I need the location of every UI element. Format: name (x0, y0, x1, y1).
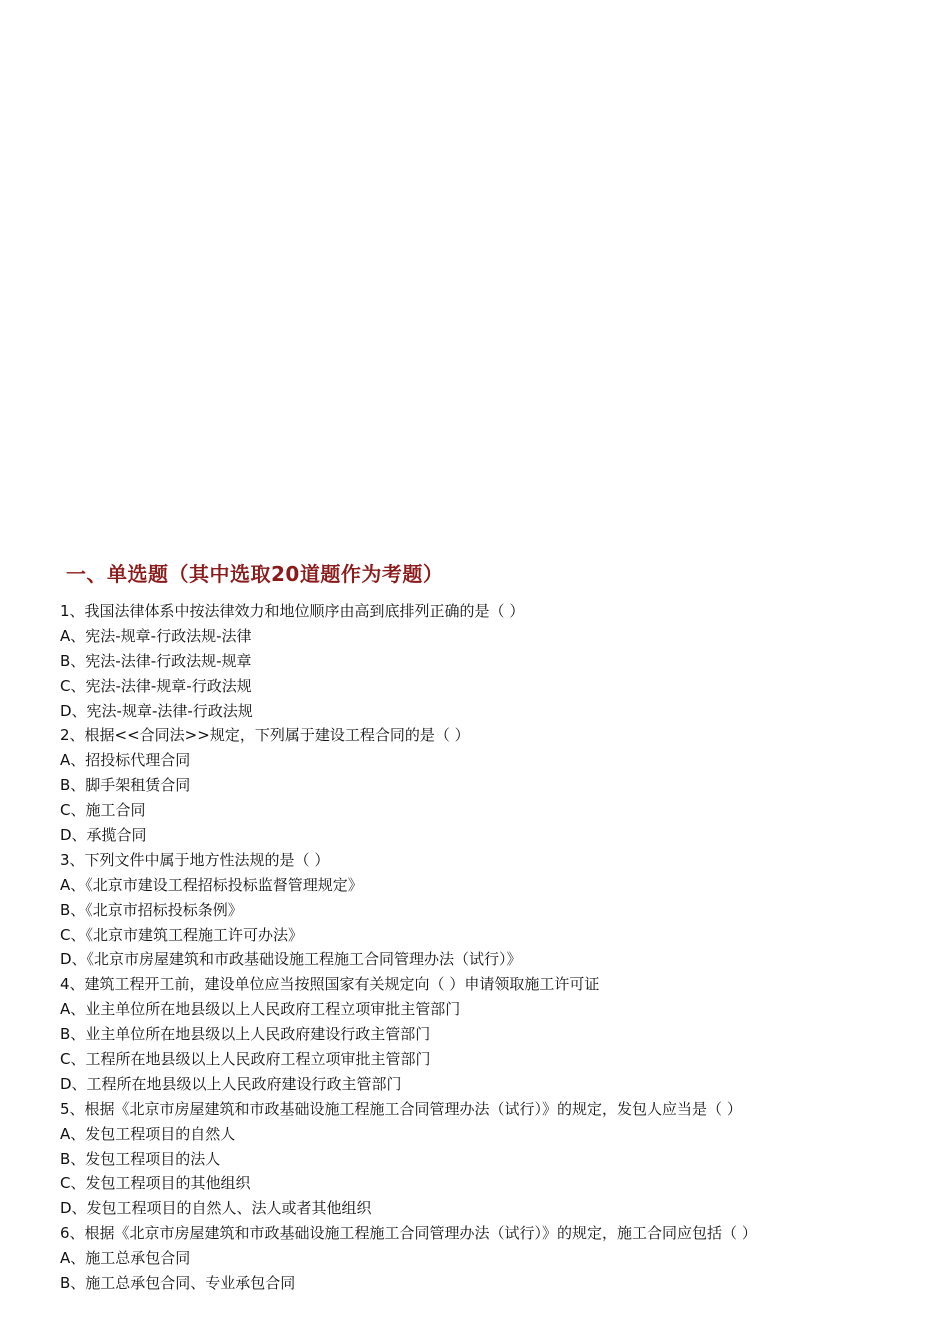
question-3: 3、下列文件中属于地方性法规的是（ ） (60, 850, 330, 869)
option-2d: D、承揽合同 (60, 826, 147, 845)
question-1: 1、我国法律体系中按法律效力和地位顺序由高到底排列正确的是（ ） (60, 602, 525, 620)
option-2b: B、脚手架租赁合同 (60, 776, 191, 795)
question-5: 5、根据《北京市房屋建筑和市政基础设施工程施工合同管理办法（试行）》的规定，发包人应当是（ ） (60, 1099, 742, 1118)
option-4a: A、业主单位所在地县级以上人民政府工程立项审批主管部门 (60, 1000, 461, 1019)
option-5c: C、发包工程项目的其他组织 (60, 1174, 251, 1193)
option-6a: A、施工总承包合同 (60, 1249, 191, 1268)
option-3a: A、《北京市建设工程招标投标监督管理规定》 (60, 875, 363, 894)
option-1c: C、宪法-法律-规章-行政法规 (60, 676, 252, 695)
question-2: 2、根据<<合同法>>规定，下列属于建设工程合同的是（ ） (60, 726, 470, 745)
option-3c: C、《北京市建筑工程施工许可办法》 (60, 925, 303, 944)
option-4c: C、工程所在地县级以上人民政府工程立项审批主管部门 (60, 1050, 431, 1069)
option-3b: B、《北京市招标投标条例》 (60, 900, 243, 919)
option-2c: C、施工合同 (60, 801, 146, 820)
option-4d: D、工程所在地县级以上人民政府建设行政主管部门 (60, 1074, 402, 1093)
option-1a: A、宪法-规章-行政法规-法律 (60, 626, 252, 645)
option-1b: B、宪法-法律-行政法规-规章 (60, 651, 252, 670)
option-2a: A、招投标代理合同 (60, 751, 191, 770)
option-6b: B、施工总承包合同、专业承包合同 (60, 1274, 296, 1293)
option-4b: B、业主单位所在地县级以上人民政府建设行政主管部门 (60, 1025, 431, 1044)
question-list (60, 599, 920, 1296)
option-5b: B、发包工程项目的法人 (60, 1149, 221, 1168)
option-5a: A、发包工程项目的自然人 (60, 1124, 236, 1143)
option-5d: D、发包工程项目的自然人、法人或者其他组织 (60, 1199, 372, 1218)
section-heading: 一、单选题（其中选取20道题作为考题） (66, 562, 444, 586)
option-3d: D、《北京市房屋建筑和市政基础设施工程施工合同管理办法（试行）》 (60, 950, 522, 969)
question-4: 4、建筑工程开工前，建设单位应当按照国家有关规定向（ ）申请领取施工许可证 (60, 975, 600, 994)
question-6: 6、根据《北京市房屋建筑和市政基础设施工程施工合同管理办法（试行）》的规定，施工合同应包括（ ） (60, 1224, 757, 1243)
option-1d: D、宪法-规章-法律-行政法规 (60, 701, 253, 720)
